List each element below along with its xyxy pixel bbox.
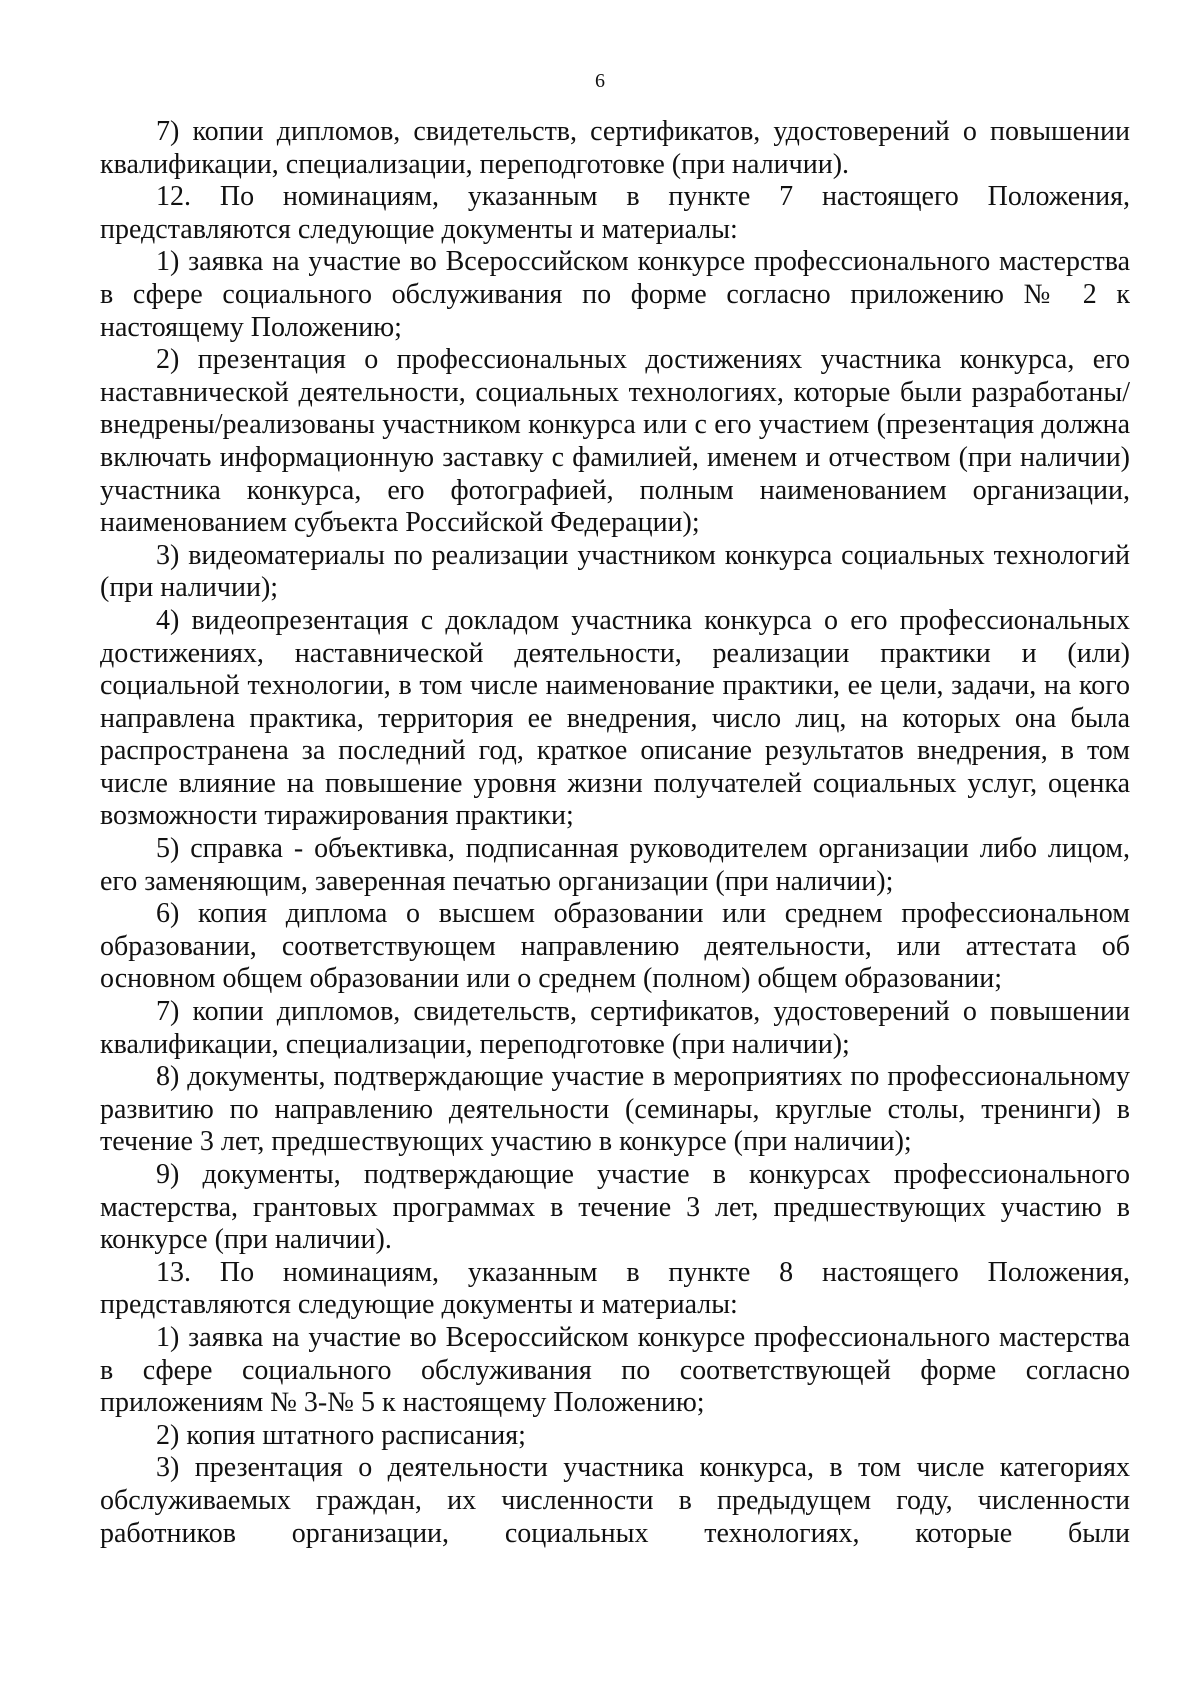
paragraph: 8) документы, подтверждающие участие в мероприятиях по профессиональному развитию по направлению деятельности (семинары, круглые столы, тренинги) в течение 3 лет, предшествующих участию в конкурсе (при наличии); [100, 1061, 1130, 1158]
paragraph: 9) документы, подтверждающие участие в конкурсах профессионального мастерства, грантовых программах в течение 3 лет, предшествующих участию в конкурсе (при наличии). [100, 1159, 1130, 1256]
paragraph: 2) презентация о профессиональных достижениях участника конкурса, его наставнической деятельности, социальных технологиях, которые были разработаны/внедрены/реализованы участником конкурса или с его участием (презентация должна включать информационную заставку с фамилией, именем и отчеством (при наличии) участника конкурса, его фотографией, полным наименованием организации, наименованием субъекта Российской Федерации); [100, 344, 1130, 539]
paragraph: 3) презентация о деятельности участника конкурса, в том числе категориях обслуживаемых граждан, их численности в предыдущем году, численности работников организации, социальных технологиях, которые были [100, 1452, 1130, 1549]
paragraph: 12. По номинациям, указанным в пункте 7 настоящего Положения, представляются следующие документы и материалы: [100, 181, 1130, 245]
paragraph: 2) копия штатного расписания; [156, 1419, 526, 1451]
document-body [100, 116, 1130, 1550]
paragraph: 3) видеоматериалы по реализации участником конкурса социальных технологий (при наличии); [100, 539, 1130, 604]
page-number: 6 [595, 70, 605, 92]
paragraph: 13. По номинациям, указанным в пункте 8 настоящего Положения, представляются следующие документы и материалы: [100, 1256, 1130, 1321]
paragraph: 7) копии дипломов, свидетельств, сертификатов, удостоверений о повышении квалификации, специализации, переподготовке (при наличии). [100, 116, 1130, 180]
paragraph: 7) копии дипломов, свидетельств, сертификатов, удостоверений о повышении квалификации, специализации, переподготовке (при наличии); [100, 996, 1130, 1060]
paragraph: 1) заявка на участие во Всероссийском конкурсе профессионального мастерства в сфере социального обслуживания по соответствующей форме согласно приложениям № 3-№ 5 к настоящему Положению; [100, 1321, 1130, 1419]
paragraph: 4) видеопрезентация с докладом участника конкурса о его профессиональных достижениях, наставнической деятельности, реализации практики и (или) социальной технологии, в том числе наименование практики, ее цели, задачи, на кого направлена практика, территория ее внедрения, число лиц, на которых она была распространена за последний год, краткое описание результатов внедрения, в том числе влияние на повышение уровня жизни получателей социальных услуг, оценка возможности тиражирования практики; [100, 604, 1130, 832]
paragraph: 1) заявка на участие во Всероссийском конкурсе профессионального мастерства в сфере социального обслуживания по форме согласно приложению № 2 к настоящему Положению; [100, 246, 1130, 343]
paragraph: 6) копия диплома о высшем образовании или среднем профессиональном образовании, соответствующем направлению деятельности, или аттестата об основном общем образовании или о среднем (полном) общем образовании; [100, 898, 1130, 995]
paragraph: 5) справка - объективка, подписанная руководителем организации либо лицом, его заменяющим, заверенная печатью организации (при наличии); [100, 833, 1130, 897]
